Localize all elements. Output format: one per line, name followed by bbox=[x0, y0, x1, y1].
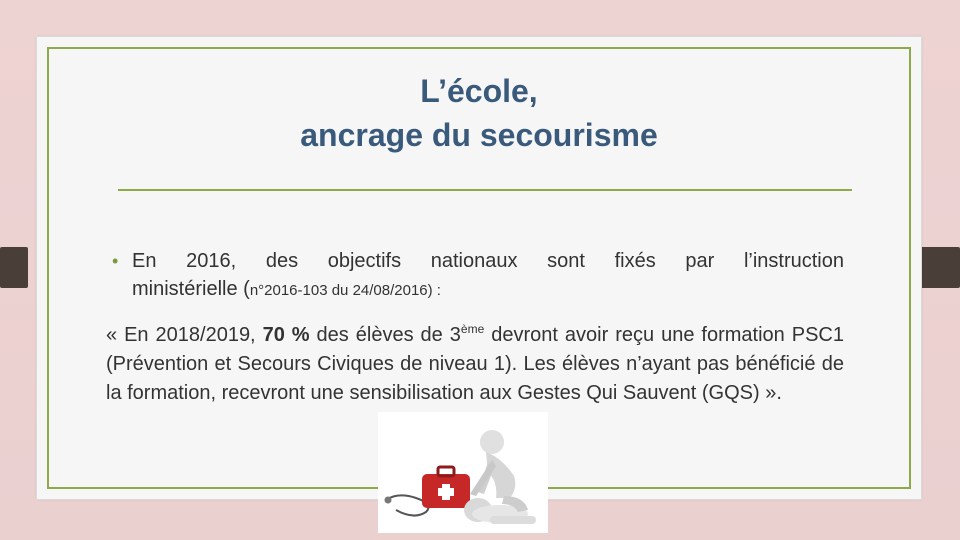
title-line-2: ancrage du secourisme bbox=[300, 117, 658, 153]
first-aid-icon bbox=[378, 412, 548, 533]
quote-part-2: des élèves de 3 bbox=[309, 324, 461, 346]
first-aid-illustration bbox=[378, 412, 548, 533]
bullet-line-2-main: ministérielle ( bbox=[132, 278, 250, 300]
title-divider bbox=[118, 189, 852, 191]
quote-part-1: « En 2018/2019, bbox=[106, 324, 263, 346]
quote-part-3: devront avoir reçu une formation PSC1 (Prévention et Secours Civiques de niveau 1). Les élèves n’ayant pas bénéficié de la formation, recevront une sensibilisation aux Gestes Qui Sauvent (GQS) ». bbox=[106, 324, 845, 404]
left-side-tab bbox=[0, 247, 28, 288]
quote-superscript: ème bbox=[460, 322, 485, 336]
bullet-line-2 bbox=[116, 275, 844, 305]
bullet-reference: n°2016-103 du 24/08/2016) : bbox=[249, 282, 441, 299]
quote-percentage: 70 % bbox=[262, 324, 310, 346]
bullet-line-1: En 2016, des objectifs nationaux sont fixés par l’instruction bbox=[132, 250, 844, 272]
title-line-1: L’école, bbox=[420, 73, 538, 109]
quote-paragraph bbox=[106, 315, 844, 408]
bullet-item bbox=[112, 247, 844, 305]
slide-title bbox=[37, 69, 921, 157]
kit-cross-label: + bbox=[426, 506, 427, 507]
slide-card bbox=[37, 37, 921, 507]
bullet-dot-icon: • bbox=[112, 251, 119, 271]
